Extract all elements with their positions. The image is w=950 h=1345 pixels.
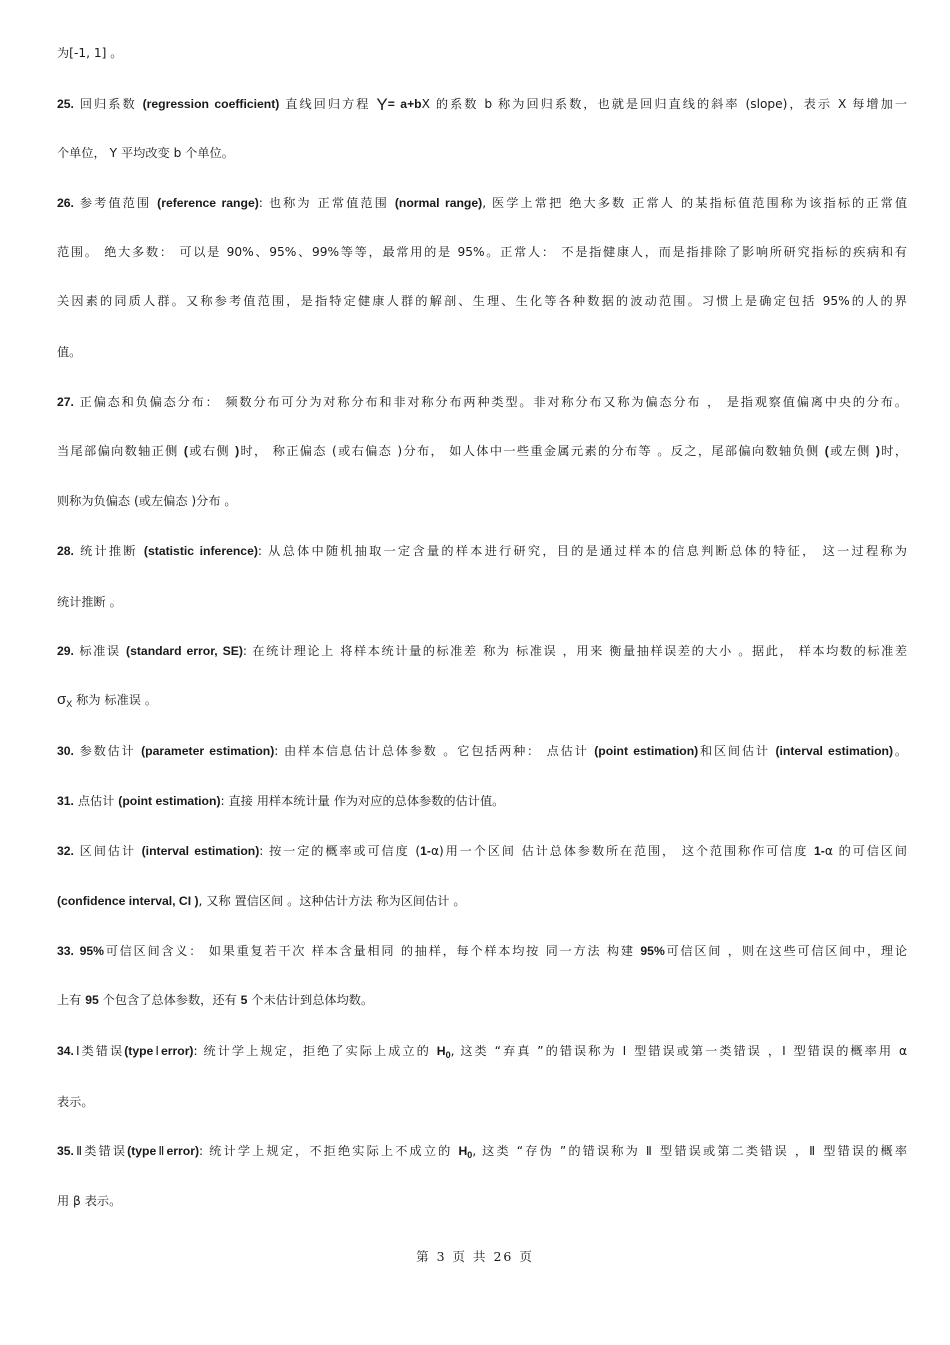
term-31-point-estimation: 31. 点估计 (point estimation): 直接 用样本统计量 作为对应的总体参数的估计值。	[57, 794, 505, 808]
text-line: 个单位， Y 平均改变 b 个单位。	[57, 146, 234, 160]
text-line: (confidence interval, CI ), 又称 置信区间 。这种估计方法 称为区间估计 。	[57, 894, 466, 908]
text-line: 表示。	[57, 1095, 94, 1109]
text-line: 用 β 表示。	[57, 1194, 122, 1208]
text-line: 统计推断 。	[57, 595, 122, 609]
term-28-statistic-inference: 28. 统计推断 (statistic inference): 从总体中随机抽取一定含量的样本进行研究，目的是通过样本的信息判断总体的特征， 这一过程称为	[57, 544, 907, 558]
term-26-reference-range: 26. 参考值范围 (reference range): 也称为 正常值范围 (normal range), 医学上常把 绝大多数 正常人 的某指标值范围称为该指标的正常值	[57, 196, 907, 210]
term-32-interval-estimation: 32. 区间估计 (interval estimation): 按一定的概率或可信度 (1-α)用一个区间 估计总体参数所在范围， 这个范围称作可信度 1-α 的可信区间	[57, 844, 907, 858]
sigma-symbol: σ	[57, 691, 67, 708]
text-line: 上有 95 个包含了总体参数，还有 5 个未估计到总体均数。	[57, 993, 374, 1007]
term-27-skewed-distribution: 27. 正偏态和负偏态分布： 频数分布可分为对称分布和非对称分布两种类型。非对称分布又称为偏态分布 ， 是指观察值偏离中央的分布。	[57, 395, 907, 409]
text-line: 为[-1, 1] 。	[57, 46, 123, 60]
text-line: 当尾部偏向数轴正侧 (或右侧 )时， 称正偏态 (或右偏态 )分布， 如人体中一些重金属元素的分布等 。反之，尾部偏向数轴负侧 (或左侧 )时，	[57, 444, 907, 458]
term-34-type-one-error: 34.Ⅰ类错误(typeⅠerror): 统计学上规定，拒绝了实际上成立的 $H_0$, 这类 “弃真 ”的错误称为 Ⅰ 型错误或第一类错误 ，Ⅰ 型错误的概率用 α	[57, 1044, 907, 1060]
text-line: $\sigma_X$ 称为 标准误 。	[57, 691, 158, 709]
term-33-confidence-interval-meaning: 33. 95%可信区间含义： 如果重复若干次 样本含量相同 的抽样，每个样本均按 同一方法 构建 95%可信区间 ，则在这些可信区间中，理论	[57, 944, 907, 958]
text-line: 范围。 绝大多数： 可以是 90%、95%、99%等等，最常用的是 95%。正常人： 不是指健康人，而是指排除了影响所研究指标的疾病和有	[57, 245, 907, 259]
term-25-regression-coefficient: 25. 回归系数 (regression coefficient) 直线回归方程 Y= a+bX 的系数 b 称为回归系数，也就是回归直线的斜率 (slope)，表示 X 每增加一	[57, 95, 907, 114]
page-number-footer: 第 3 页 共 26 页	[416, 1249, 534, 1264]
text-line: 值。	[57, 345, 82, 359]
text-line: 关因素的同质人群。又称参考值范围，是指特定健康人群的解剖、生理、生化等各种数据的波动范围。习惯上是确定包括 95%的人的界	[57, 294, 907, 308]
term-29-standard-error: 29. 标准误 (standard error, SE): 在统计理论上 将样本统计量的标准差 称为 标准误 ，用来 衡量抽样误差的大小 。据此， 样本均数的标准差	[57, 644, 907, 658]
text-line: 则称为负偏态 (或左偏态 )分布 。	[57, 494, 237, 508]
term-35-type-two-error: 35.Ⅱ类错误(typeⅡerror): 统计学上规定，不拒绝实际上不成立的 $H_0$, 这类 “存伪 ”的错误称为 Ⅱ 型错误或第二类错误 ，Ⅱ 型错误的概率	[57, 1144, 907, 1160]
y-hat-symbol: Y	[376, 95, 388, 114]
term-30-parameter-estimation: 30. 参数估计 (parameter estimation): 由样本信息估计总体参数 。它包括两种： 点估计 (point estimation)和区间估计 (interval estimation)。	[57, 744, 907, 758]
